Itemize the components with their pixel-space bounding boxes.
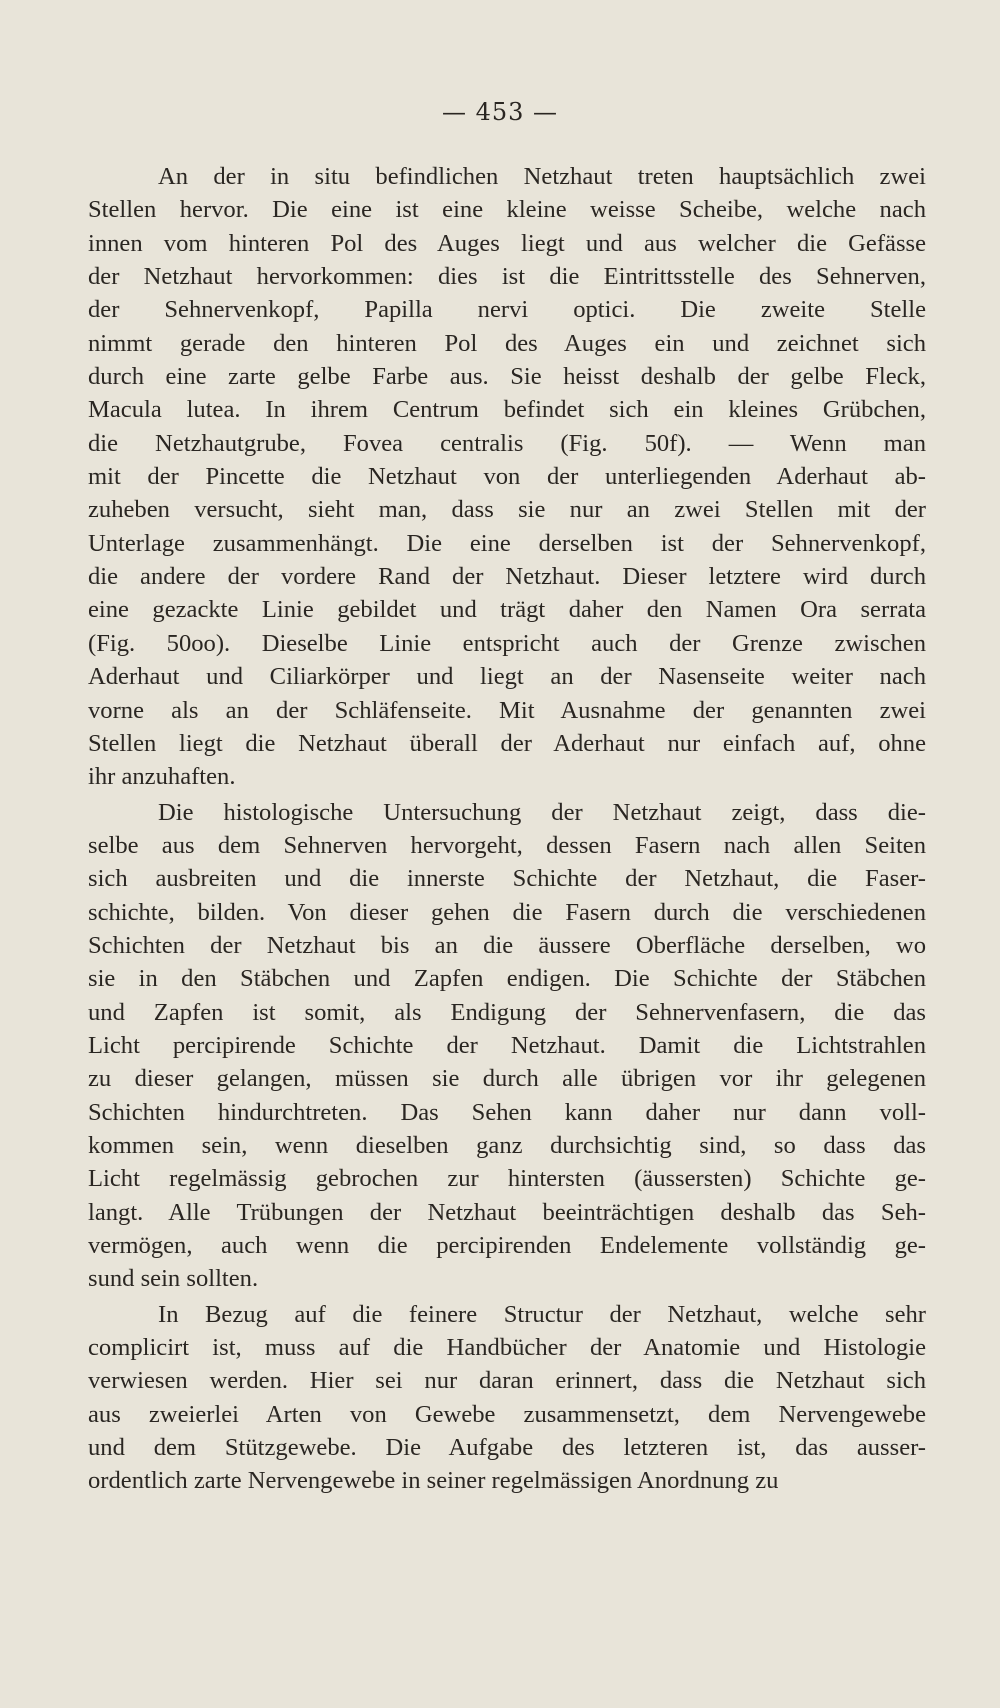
text-line: sich ausbreiten und die innerste Schichte der Netzhaut, die Faser- xyxy=(88,865,926,893)
paragraph xyxy=(88,1298,926,1498)
text-line: Stellen hervor. Die eine ist eine kleine weisse Scheibe, welche nach xyxy=(88,196,926,224)
text-line: und dem Stützgewebe. Die Aufgabe des letzteren ist, das ausser- xyxy=(88,1434,926,1462)
text-line: sund sein sollten. xyxy=(88,1265,259,1293)
page-number: — 453 — xyxy=(441,98,559,126)
text-line: An der in situ befindlichen Netzhaut treten hauptsächlich zwei xyxy=(158,163,926,190)
text-line: In Bezug auf die feinere Structur der Netzhaut, welche sehr xyxy=(158,1300,926,1328)
text-line: kommen sein, wenn dieselben ganz durchsichtig sind, so dass das xyxy=(88,1131,926,1159)
text-line: vermögen, auch wenn die percipirenden Endelemente vollständig ge- xyxy=(88,1232,926,1259)
text-line: vorne als an der Schläfenseite. Mit Ausnahme der genannten zwei xyxy=(88,696,926,724)
paragraph xyxy=(88,796,926,1296)
text-line: (Fig. 50oo). Dieselbe Linie entspricht auch der Grenze zwischen xyxy=(88,629,926,657)
text-line: Macula lutea. In ihrem Centrum befindet sich ein kleines Grübchen, xyxy=(88,396,926,424)
text-line: ordentlich zarte Nervengewebe in seiner regelmässigen Anordnung zu xyxy=(88,1467,779,1495)
text-line: langt. Alle Trübungen der Netzhaut beeinträchtigen deshalb das Seh- xyxy=(88,1198,926,1226)
text-line: zuheben versucht, sieht man, dass sie nur an zwei Stellen mit der xyxy=(88,496,926,524)
text-line: Die histologische Untersuchung der Netzhaut zeigt, dass die- xyxy=(158,798,926,826)
text-line: sie in den Stäbchen und Zapfen endigen. Die Schichte der Stäbchen xyxy=(88,965,926,993)
text-line: und Zapfen ist somit, als Endigung der Sehnervenfasern, die das xyxy=(88,998,926,1026)
text-line: Schichten hindurchtreten. Das Sehen kann daher nur dann voll- xyxy=(88,1098,926,1126)
text-line: Aderhaut und Ciliarkörper und liegt an der Nasenseite weiter nach xyxy=(88,663,926,691)
text-line: schichte, bilden. Von dieser gehen die Fasern durch die verschiedenen xyxy=(88,898,926,926)
text-line: Unterlage zusammenhängt. Die eine derselben ist der Sehnervenkopf, xyxy=(88,529,926,557)
text-line: Schichten der Netzhaut bis an die äussere Oberfläche derselben, wo xyxy=(88,931,926,959)
text-line: ihr anzuhaften. xyxy=(88,763,236,791)
body-text xyxy=(88,160,926,1498)
text-line: Licht regelmässig gebrochen zur hintersten (äussersten) Schichte ge- xyxy=(88,1165,926,1193)
text-line: Stellen liegt die Netzhaut überall der Aderhaut nur einfach auf, ohne xyxy=(88,729,926,757)
paragraph xyxy=(88,160,926,794)
text-line: der Netzhaut hervorkommen: dies ist die Eintrittsstelle des Sehnerven, xyxy=(88,263,926,291)
text-line: innen vom hinteren Pol des Auges liegt und aus welcher die Gefässe xyxy=(88,229,926,257)
text-line: durch eine zarte gelbe Farbe aus. Sie heisst deshalb der gelbe Fleck, xyxy=(88,363,926,391)
text-line: Licht percipirende Schichte der Netzhaut. Damit die Lichtstrahlen xyxy=(88,1031,926,1059)
text-line: der Sehnervenkopf, Papilla nervi optici. Die zweite Stelle xyxy=(88,296,926,324)
text-line: selbe aus dem Sehnerven hervorgeht, dessen Fasern nach allen Seiten xyxy=(88,831,926,859)
text-line: mit der Pincette die Netzhaut von der unterliegenden Aderhaut ab- xyxy=(88,463,926,491)
text-line: die andere der vordere Rand der Netzhaut. Dieser letztere wird durch xyxy=(88,563,926,591)
text-line: verwiesen werden. Hier sei nur daran erinnert, dass die Netzhaut sich xyxy=(88,1367,926,1395)
text-line: die Netzhautgrube, Fovea centralis (Fig. 50f). — Wenn man xyxy=(88,429,926,457)
text-line: nimmt gerade den hinteren Pol des Auges ein und zeichnet sich xyxy=(88,329,926,357)
text-line: zu dieser gelangen, müssen sie durch alle übrigen vor ihr gelegenen xyxy=(88,1065,926,1093)
text-line: aus zweierlei Arten von Gewebe zusammensetzt, dem Nervengewebe xyxy=(88,1400,926,1428)
text-line: complicirt ist, muss auf die Handbücher der Anatomie und Histologie xyxy=(88,1334,926,1362)
text-line: eine gezackte Linie gebildet und trägt daher den Namen Ora serrata xyxy=(88,596,926,624)
